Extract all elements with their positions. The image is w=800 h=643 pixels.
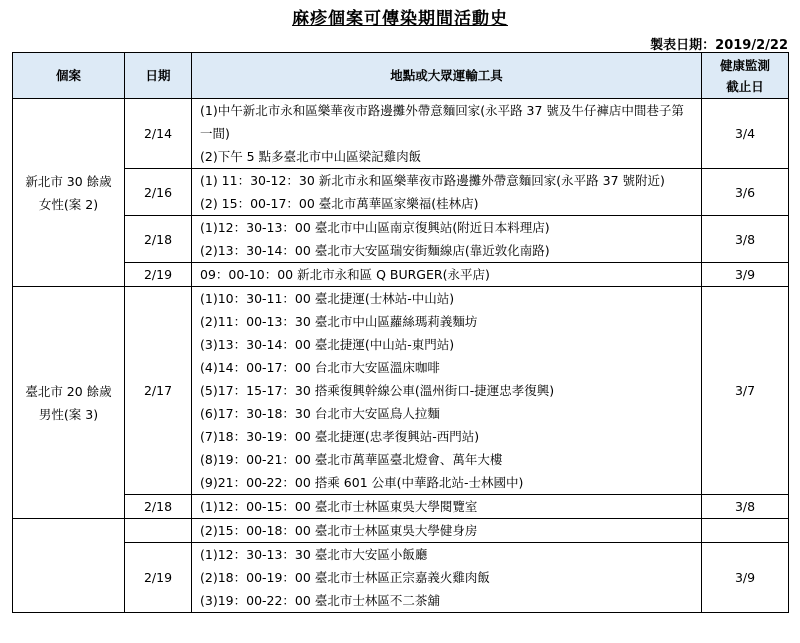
location-line: (2)18：00-19：00 臺北市士林區正宗嘉義火雞肉飯 [200, 570, 490, 585]
case-cell [13, 287, 125, 519]
monitor-end-cell: 3/4 [702, 99, 789, 169]
header-date: 日期 [125, 53, 192, 99]
date-cell: 2/17 [125, 287, 192, 495]
location-cell [192, 519, 702, 543]
header-monitor-end [702, 53, 789, 99]
case-label-line1: 臺北市 20 餘歲 [25, 383, 112, 399]
date-cell: 2/19 [125, 543, 192, 613]
location-line: (2)13：30-14：00 臺北市大安區瑞安街麵線店(靠近敦化南路) [200, 243, 550, 258]
location-line: (2)15：00-18：00 臺北市士林區東吳大學健身房 [200, 523, 478, 538]
case-label-line1: 新北市 30 餘歲 [25, 173, 112, 189]
header-case: 個案 [13, 53, 125, 99]
monitor-end-cell: 3/9 [702, 263, 789, 287]
date-cell: 2/18 [125, 495, 192, 519]
date-cell [125, 519, 192, 543]
location-line: (8)19：00-21：00 臺北市萬華區臺北燈會、萬年大樓 [200, 452, 503, 467]
table-row [13, 99, 789, 169]
location-line: (9)21：00-22：00 搭乘 601 公車(中華路北站-士林國中) [200, 475, 524, 490]
header-monitor-line1: 健康監測 [719, 57, 770, 73]
table-row [13, 519, 789, 543]
monitor-end-cell: 3/9 [702, 543, 789, 613]
monitor-end-cell [702, 519, 789, 543]
location-line: (1) 11：30-12：30 新北市永和區樂華夜市路邊攤外帶意麵回家(永平路 37 號附近) [200, 173, 665, 188]
location-line: (3)13：30-14：00 臺北捷運(中山站-東門站) [200, 337, 455, 352]
table-row [13, 495, 789, 519]
date-cell: 2/19 [125, 263, 192, 287]
case-cell-empty [13, 519, 125, 613]
table-row [13, 216, 789, 263]
location-line: (1)12：30-13：30 臺北市大安區小飯廳 [200, 547, 428, 562]
case-cell [13, 99, 125, 287]
location-line: (1)10：30-11：00 臺北捷運(士林站-中山站) [200, 291, 455, 306]
location-cell [192, 216, 702, 263]
location-cell [192, 495, 702, 519]
location-line: (3)19：00-22：00 臺北市士林區不二茶舖 [200, 593, 440, 608]
location-line: (2) 15：00-17：00 臺北市萬華區家樂福(桂林店) [200, 196, 479, 211]
location-line: (4)14：00-17：00 台北市大安區溫床咖啡 [200, 360, 440, 375]
location-line: (2)下午 5 點多臺北市中山區梁記雞肉飯 [200, 149, 422, 164]
location-line: (5)17：15-17：30 搭乘復興幹線公車(溫州街口-捷運忠孝復興) [200, 383, 555, 398]
table-row [13, 263, 789, 287]
activity-table [12, 52, 789, 613]
location-line: (1)中午新北市永和區樂華夜市路邊攤外帶意麵回家(永平路 37 號及牛仔褲店中間巷子第一間) [200, 103, 684, 141]
case-label-line2: 男性(案 3) [38, 406, 99, 422]
location-line: (7)18：30-19：00 臺北捷運(忠孝復興站-西門站) [200, 429, 480, 444]
date-cell: 2/14 [125, 99, 192, 169]
monitor-end-cell: 3/8 [702, 216, 789, 263]
date-cell: 2/16 [125, 169, 192, 216]
location-line: (2)11：00-13：30 臺北市中山區蘿絲瑪莉義麵坊 [200, 314, 478, 329]
header-monitor-line2: 截止日 [726, 78, 764, 94]
location-line: (6)17：30-18：30 台北市大安區鳥人拉麵 [200, 406, 440, 421]
table-header-row [13, 53, 789, 99]
report-date: 製表日期：2019/2/22 [650, 38, 788, 53]
monitor-end-cell: 3/6 [702, 169, 789, 216]
monitor-end-cell: 3/8 [702, 495, 789, 519]
page-title: 麻疹個案可傳染期間活動史 [292, 9, 508, 29]
location-cell [192, 99, 702, 169]
location-cell [192, 263, 702, 287]
location-line: (1)12：00-15：00 臺北市士林區東吳大學閱覽室 [200, 499, 478, 514]
location-cell [192, 169, 702, 216]
table-row [13, 287, 789, 495]
location-cell [192, 287, 702, 495]
table-row [13, 169, 789, 216]
header-location: 地點或大眾運輸工具 [192, 53, 702, 99]
monitor-end-cell: 3/7 [702, 287, 789, 495]
location-line: (1)12：30-13：00 臺北市中山區南京復興站(附近日本料理店) [200, 220, 550, 235]
date-cell: 2/18 [125, 216, 192, 263]
table-row [13, 543, 789, 613]
case-label-line2: 女性(案 2) [38, 196, 99, 212]
location-cell [192, 543, 702, 613]
location-line: 09：00-10：00 新北市永和區 Q BURGER(永平店) [200, 267, 490, 282]
